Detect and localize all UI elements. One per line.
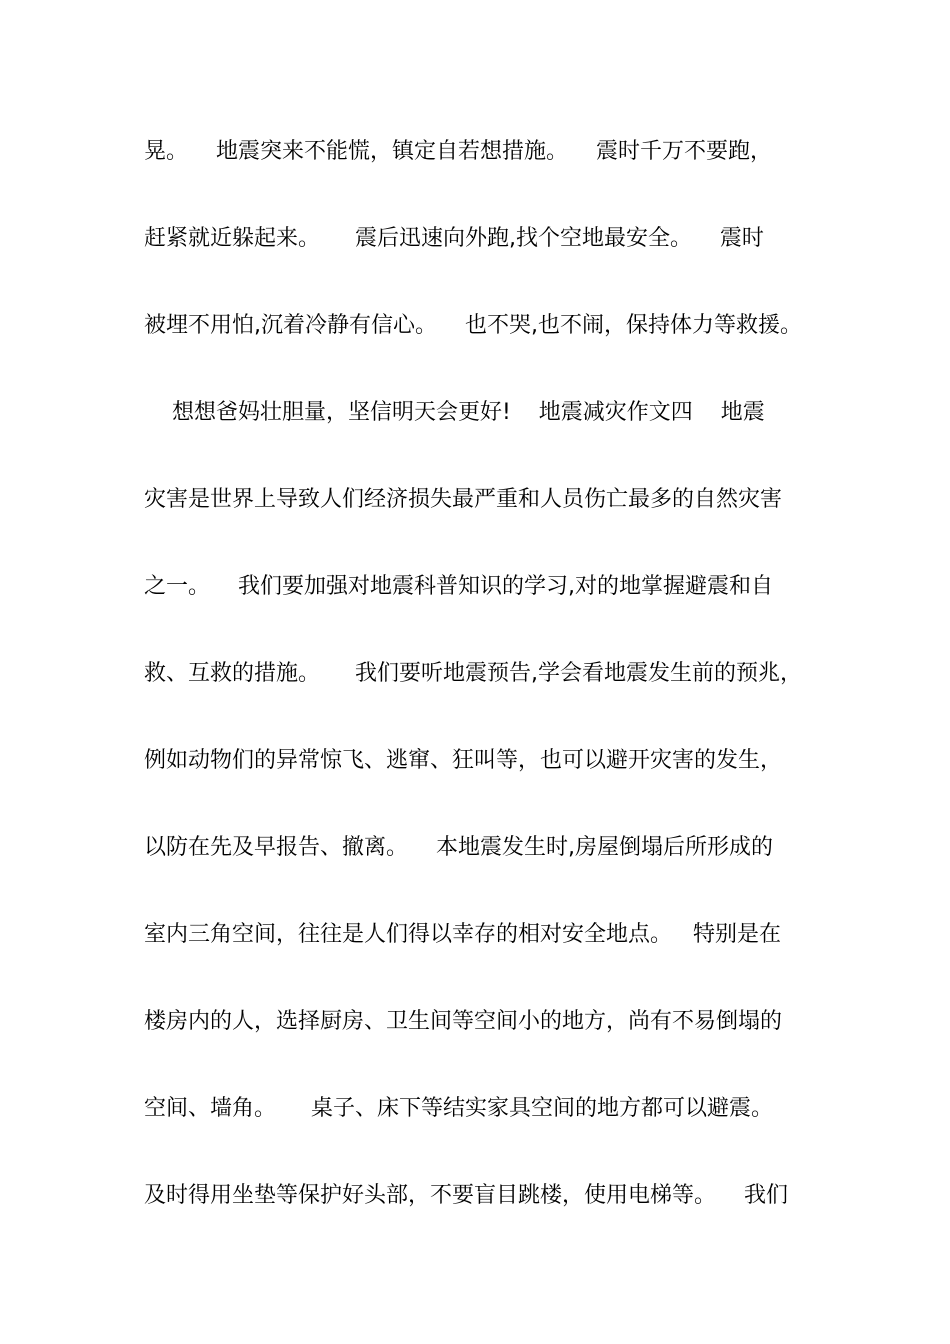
text-line-6: 之一。 我们要加强对地震科普知识的学习,对的地掌握避震和自	[144, 574, 773, 599]
text-line-13: 及时得用坐垫等保护好头部，不要盲目跳楼，使用电梯等。 我们	[144, 1183, 788, 1208]
text-line-4: 想想爸妈壮胆量，坚信明天会更好! 地震减灾作文四 地震	[144, 400, 765, 425]
text-line-7: 救、互救的措施。 我们要听地震预告,学会看地震发生前的预兆，	[144, 661, 802, 686]
text-line-12: 空间、墙角。 桌子、床下等结实家具空间的地方都可以避震。	[144, 1096, 773, 1121]
text-line-8: 例如动物们的异常惊飞、逃窜、狂叫等，也可以避开灾害的发生，	[144, 748, 783, 773]
text-line-9: 以防在先及早报告、撤离。 本地震发生时,房屋倒塌后所形成的	[144, 835, 773, 860]
text-line-2: 赶紧就近躲起来。 震后迅速向外跑,找个空地最安全。 震时	[144, 226, 764, 251]
text-line-3: 被埋不用怕,沉着冷静有信心。 也不哭,也不闹，保持体力等救援。	[144, 313, 802, 338]
text-line-10: 室内三角空间，往往是人们得以幸存的相对安全地点。 特别是在	[144, 922, 781, 947]
text-line-11: 楼房内的人，选择厨房、卫生间等空间小的地方，尚有不易倒塌的	[144, 1009, 783, 1034]
text-line-5: 灾害是世界上导致人们经济损失最严重和人员伤亡最多的自然灾害	[144, 487, 783, 512]
text-line-1: 晃。 地震突来不能慌，镇定自若想措施。 震时千万不要跑，	[144, 139, 772, 164]
